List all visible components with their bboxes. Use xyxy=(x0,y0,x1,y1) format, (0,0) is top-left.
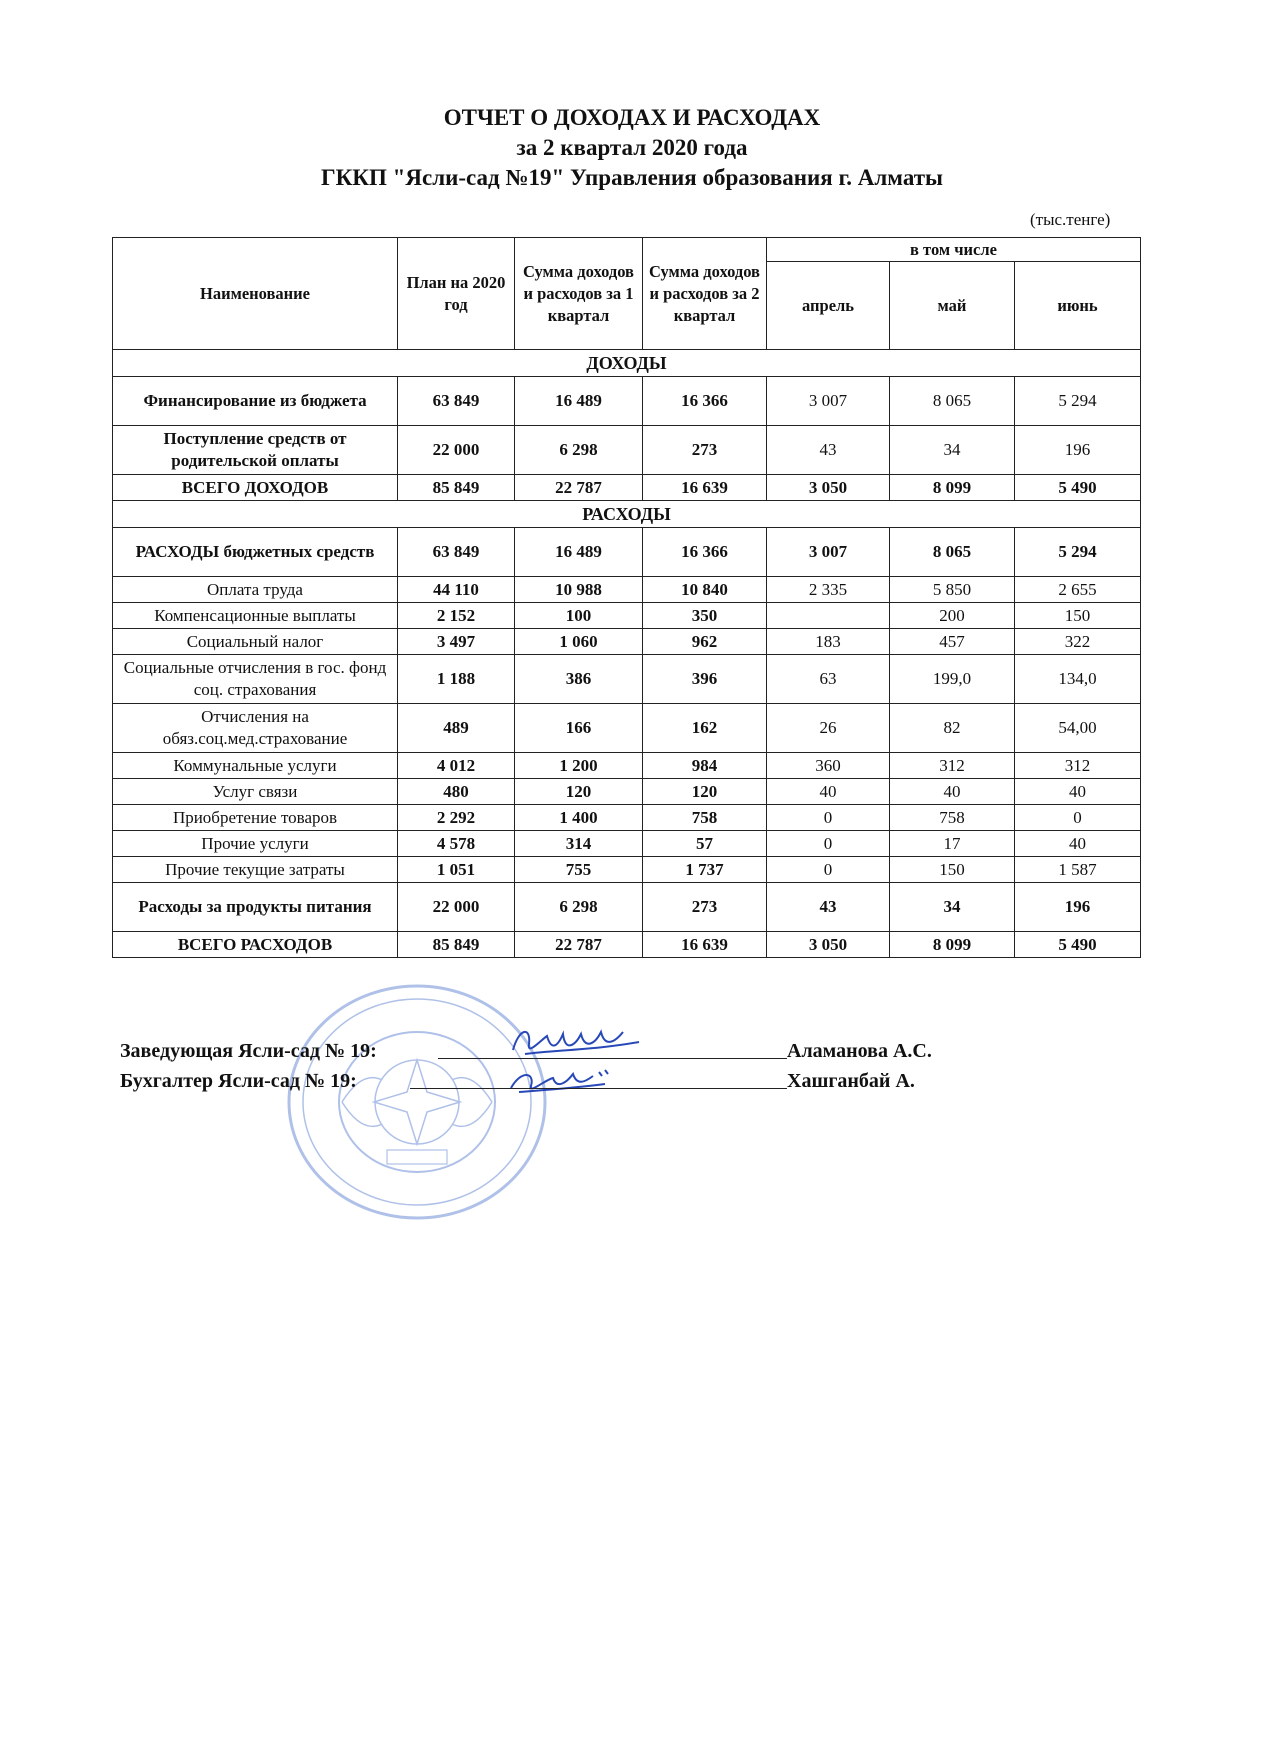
cell-q2: 984 xyxy=(643,753,767,779)
table-row xyxy=(113,932,1141,958)
cell-name: Поступление средств от родительской оплаты xyxy=(113,426,398,475)
accountant-label: Бухгалтер Ясли-сад № 19: xyxy=(120,1070,357,1092)
head-name: Аламанова А.С. xyxy=(787,1040,932,1062)
cell-q1: 1 200 xyxy=(515,753,643,779)
section-expenses: РАСХОДЫ xyxy=(113,501,1141,528)
cell-apr: 0 xyxy=(767,805,890,831)
cell-jun: 40 xyxy=(1015,779,1141,805)
cell-plan: 85 849 xyxy=(398,932,515,958)
table-row xyxy=(113,883,1141,932)
cell-name: Коммунальные услуги xyxy=(113,753,398,779)
cell-name: ВСЕГО ДОХОДОВ xyxy=(113,475,398,501)
income-expense-table xyxy=(112,237,1141,958)
table-row xyxy=(113,577,1141,603)
cell-plan: 3 497 xyxy=(398,629,515,655)
section-income: ДОХОДЫ xyxy=(113,350,1141,377)
head-signature-line xyxy=(438,1058,787,1059)
cell-may: 8 065 xyxy=(890,528,1015,577)
cell-may: 312 xyxy=(890,753,1015,779)
cell-apr: 0 xyxy=(767,831,890,857)
header-name: Наименование xyxy=(113,238,398,350)
cell-q1: 22 787 xyxy=(515,475,643,501)
cell-q1: 22 787 xyxy=(515,932,643,958)
cell-apr: 40 xyxy=(767,779,890,805)
cell-apr: 63 xyxy=(767,655,890,704)
cell-jun: 196 xyxy=(1015,883,1141,932)
head-signature-row xyxy=(120,1036,932,1066)
cell-q1: 1 400 xyxy=(515,805,643,831)
table-row xyxy=(113,603,1141,629)
cell-plan: 4 578 xyxy=(398,831,515,857)
cell-may: 199,0 xyxy=(890,655,1015,704)
cell-q2: 16 639 xyxy=(643,932,767,958)
header-april: апрель xyxy=(767,262,890,350)
official-stamp-icon xyxy=(282,980,552,1225)
signatures-block xyxy=(120,1036,932,1096)
report-period: за 2 квартал 2020 года xyxy=(516,135,748,160)
cell-plan: 2 292 xyxy=(398,805,515,831)
table-row xyxy=(113,753,1141,779)
cell-may: 17 xyxy=(890,831,1015,857)
cell-apr: 43 xyxy=(767,883,890,932)
cell-apr: 3 007 xyxy=(767,528,890,577)
cell-apr: 43 xyxy=(767,426,890,475)
table-row xyxy=(113,831,1141,857)
cell-jun: 40 xyxy=(1015,831,1141,857)
cell-apr: 360 xyxy=(767,753,890,779)
report-header xyxy=(0,103,1264,193)
cell-plan: 4 012 xyxy=(398,753,515,779)
cell-q2: 962 xyxy=(643,629,767,655)
cell-q1: 166 xyxy=(515,704,643,753)
header-q2: Сумма доходов и расходов за 2 квартал xyxy=(643,238,767,350)
cell-jun: 5 490 xyxy=(1015,475,1141,501)
cell-jun: 2 655 xyxy=(1015,577,1141,603)
header-including: в том числе xyxy=(767,238,1141,262)
cell-name: ВСЕГО РАСХОДОВ xyxy=(113,932,398,958)
cell-q2: 57 xyxy=(643,831,767,857)
accountant-name: Хашганбай А. xyxy=(787,1070,915,1092)
cell-jun: 5 490 xyxy=(1015,932,1141,958)
cell-apr: 2 335 xyxy=(767,577,890,603)
organization-name: ГККП "Ясли-сад №19" Управления образования г. Алматы xyxy=(321,165,943,190)
cell-apr xyxy=(767,603,890,629)
cell-plan: 489 xyxy=(398,704,515,753)
cell-name: Отчисления на обяз.соц.мед.страхование xyxy=(113,704,398,753)
cell-plan: 85 849 xyxy=(398,475,515,501)
cell-may: 758 xyxy=(890,805,1015,831)
cell-q2: 16 366 xyxy=(643,528,767,577)
cell-name: Компенсационные выплаты xyxy=(113,603,398,629)
cell-jun: 312 xyxy=(1015,753,1141,779)
cell-jun: 5 294 xyxy=(1015,377,1141,426)
cell-q1: 100 xyxy=(515,603,643,629)
cell-may: 8 065 xyxy=(890,377,1015,426)
cell-jun: 5 294 xyxy=(1015,528,1141,577)
cell-plan: 63 849 xyxy=(398,377,515,426)
currency-unit: (тыс.тенге) xyxy=(1030,210,1111,229)
cell-plan: 2 152 xyxy=(398,603,515,629)
accountant-signature-row xyxy=(120,1066,915,1096)
cell-name: Прочие услуги xyxy=(113,831,398,857)
cell-may: 8 099 xyxy=(890,932,1015,958)
cell-q2: 10 840 xyxy=(643,577,767,603)
cell-may: 457 xyxy=(890,629,1015,655)
report-title: ОТЧЕТ О ДОХОДАХ И РАСХОДАХ xyxy=(443,105,821,130)
cell-q2: 350 xyxy=(643,603,767,629)
cell-q2: 16 366 xyxy=(643,377,767,426)
cell-jun: 322 xyxy=(1015,629,1141,655)
cell-plan: 44 110 xyxy=(398,577,515,603)
table-row xyxy=(113,779,1141,805)
cell-plan: 1 051 xyxy=(398,857,515,883)
cell-name: Социальные отчисления в гос. фонд соц. страхования xyxy=(113,655,398,704)
cell-q1: 120 xyxy=(515,779,643,805)
cell-q1: 10 988 xyxy=(515,577,643,603)
cell-plan: 63 849 xyxy=(398,528,515,577)
cell-q2: 162 xyxy=(643,704,767,753)
cell-q1: 386 xyxy=(515,655,643,704)
cell-q1: 1 060 xyxy=(515,629,643,655)
header-q1: Сумма доходов и расходов за 1 квартал xyxy=(515,238,643,350)
cell-name: Прочие текущие затраты xyxy=(113,857,398,883)
table-body xyxy=(113,350,1141,958)
cell-q2: 396 xyxy=(643,655,767,704)
cell-apr: 26 xyxy=(767,704,890,753)
table-row xyxy=(113,655,1141,704)
cell-q1: 755 xyxy=(515,857,643,883)
cell-q1: 16 489 xyxy=(515,377,643,426)
head-label: Заведующая Ясли-сад № 19: xyxy=(120,1040,377,1062)
cell-may: 5 850 xyxy=(890,577,1015,603)
cell-jun: 1 587 xyxy=(1015,857,1141,883)
table-row xyxy=(113,629,1141,655)
table-row xyxy=(113,475,1141,501)
table-row xyxy=(113,857,1141,883)
cell-name: Социальный налог xyxy=(113,629,398,655)
cell-q2: 120 xyxy=(643,779,767,805)
cell-may: 40 xyxy=(890,779,1015,805)
cell-jun: 0 xyxy=(1015,805,1141,831)
cell-plan: 22 000 xyxy=(398,883,515,932)
table-row xyxy=(113,704,1141,753)
cell-name: Оплата труда xyxy=(113,577,398,603)
accountant-signature-icon xyxy=(505,1062,615,1102)
cell-name: Расходы за продукты питания xyxy=(113,883,398,932)
cell-apr: 3 050 xyxy=(767,475,890,501)
cell-apr: 3 050 xyxy=(767,932,890,958)
cell-q2: 273 xyxy=(643,426,767,475)
cell-jun: 150 xyxy=(1015,603,1141,629)
header-june: июнь xyxy=(1015,262,1141,350)
cell-q1: 314 xyxy=(515,831,643,857)
cell-plan: 1 188 xyxy=(398,655,515,704)
table-row xyxy=(113,805,1141,831)
cell-may: 200 xyxy=(890,603,1015,629)
cell-jun: 134,0 xyxy=(1015,655,1141,704)
cell-q2: 273 xyxy=(643,883,767,932)
cell-name: Услуг связи xyxy=(113,779,398,805)
cell-may: 34 xyxy=(890,426,1015,475)
cell-name: Приобретение товаров xyxy=(113,805,398,831)
cell-may: 34 xyxy=(890,883,1015,932)
cell-plan: 480 xyxy=(398,779,515,805)
cell-apr: 3 007 xyxy=(767,377,890,426)
head-signature-icon xyxy=(505,1020,645,1066)
header-may: май xyxy=(890,262,1015,350)
cell-name: РАСХОДЫ бюджетных средств xyxy=(113,528,398,577)
cell-apr: 183 xyxy=(767,629,890,655)
cell-q1: 6 298 xyxy=(515,426,643,475)
cell-name: Финансирование из бюджета xyxy=(113,377,398,426)
cell-q1: 6 298 xyxy=(515,883,643,932)
cell-apr: 0 xyxy=(767,857,890,883)
cell-plan: 22 000 xyxy=(398,426,515,475)
cell-may: 82 xyxy=(890,704,1015,753)
table-row xyxy=(113,377,1141,426)
cell-may: 8 099 xyxy=(890,475,1015,501)
cell-q1: 16 489 xyxy=(515,528,643,577)
accountant-signature-line xyxy=(410,1088,787,1089)
cell-q2: 758 xyxy=(643,805,767,831)
table-row xyxy=(113,426,1141,475)
cell-jun: 54,00 xyxy=(1015,704,1141,753)
header-plan: План на 2020 год xyxy=(398,238,515,350)
cell-may: 150 xyxy=(890,857,1015,883)
table-row xyxy=(113,528,1141,577)
cell-q2: 16 639 xyxy=(643,475,767,501)
cell-q2: 1 737 xyxy=(643,857,767,883)
cell-jun: 196 xyxy=(1015,426,1141,475)
